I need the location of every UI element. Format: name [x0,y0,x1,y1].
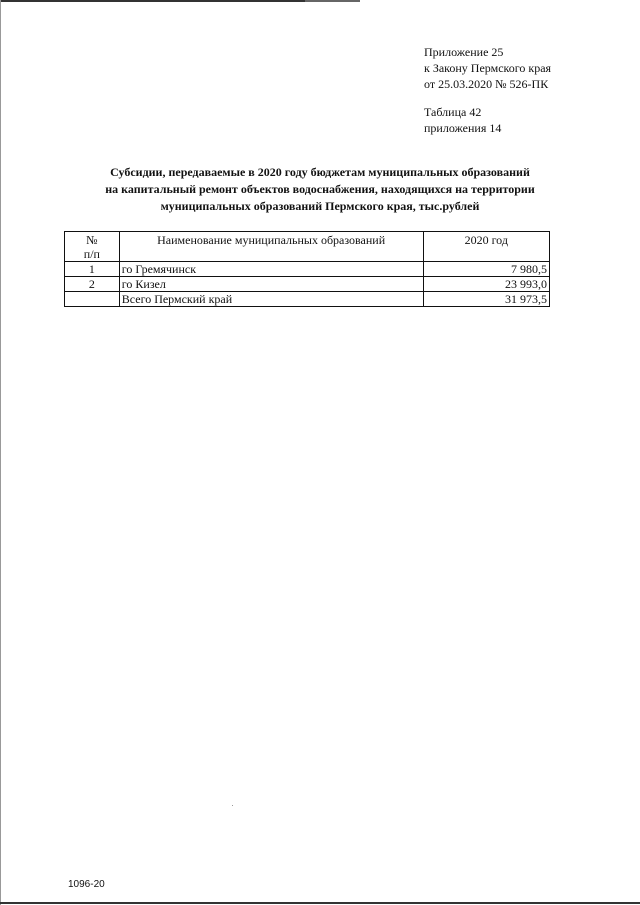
appendix-header [424,44,551,136]
appendix-number: Приложение 25 [424,45,504,59]
header-name: Наименование муниципальных образований [119,232,423,262]
row-value: 31 973,5 [423,292,549,307]
footer-code: 1096-20 [68,879,105,890]
law-date: от 25.03.2020 № 526-ПК [424,77,549,91]
header-number-line-1: № [86,233,98,247]
table-total-row [65,292,550,307]
row-name: го Кизел [119,277,423,292]
scan-speck [232,805,233,806]
law-reference: к Закону Пермского края [424,61,552,75]
table-row [65,277,550,292]
appendix-reference: приложения 14 [424,121,502,135]
title-line-2: на капитальный ремонт объектов водоснабжения, находящихся на территории [105,182,535,196]
subsidy-table [64,231,550,307]
scan-left-rule [0,0,1,905]
scan-top-dash [305,0,360,2]
scan-bottom-rule [0,902,640,904]
title-line-1: Субсидии, передаваемые в 2020 году бюджетам муниципальных образований [110,165,530,179]
table-header-row [65,232,550,262]
row-value: 7 980,5 [423,262,549,277]
title-line-3: муниципальных образований Пермского края, тыс.рублей [160,199,480,213]
row-number: 2 [65,277,120,292]
header-number [65,232,120,262]
row-number: 1 [65,262,120,277]
row-name: го Гремячинск [119,262,423,277]
header-number-line-2: п/п [83,247,100,261]
header-value: 2020 год [423,232,549,262]
table-row [65,262,550,277]
row-value: 23 993,0 [423,277,549,292]
document-title [60,164,580,215]
table-label: Таблица 42 [424,105,482,119]
row-name: Всего Пермский край [119,292,423,307]
header-gap [424,92,551,104]
row-number [65,292,120,307]
